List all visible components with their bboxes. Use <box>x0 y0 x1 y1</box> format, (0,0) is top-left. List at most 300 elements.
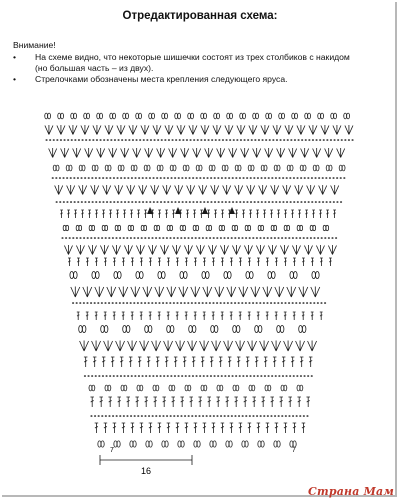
chain-stitch <box>144 302 146 304</box>
shell-stitch <box>136 245 144 254</box>
puff-stitch <box>261 165 267 171</box>
chain-stitch <box>238 237 240 239</box>
chain-stitch <box>128 139 130 141</box>
puff-left <box>105 385 108 391</box>
puff-stitch <box>146 441 152 447</box>
shell-stroke <box>155 287 164 298</box>
shell-stitch <box>67 185 75 194</box>
puff-left <box>209 165 212 171</box>
attachment-arrow-icon <box>202 207 208 214</box>
shell-stitch <box>73 148 81 157</box>
double-crochet-stitch <box>149 258 152 266</box>
chain-stitch <box>281 302 283 304</box>
chain-stitch <box>300 201 302 203</box>
chain-stitch <box>191 237 193 239</box>
chain-stitch <box>91 177 93 179</box>
chain-stitch <box>174 201 176 203</box>
puff-stitch <box>149 113 155 119</box>
chain-stitch <box>159 237 161 239</box>
chain-stitch <box>297 139 299 141</box>
puff-right <box>133 441 136 447</box>
chain-stitch <box>125 139 127 141</box>
shell-stitch <box>229 148 237 157</box>
double-crochet-stitch <box>297 397 301 407</box>
chain-stitch <box>105 415 107 417</box>
repeat-marker-left: 7 <box>110 447 114 454</box>
chain-stitch <box>311 375 313 377</box>
puff-right <box>313 225 316 230</box>
shell-stroke <box>239 287 248 298</box>
shell-stitch <box>331 185 339 194</box>
shell-stitch <box>211 185 219 194</box>
double-crochet-stitch <box>122 312 125 320</box>
shell-stroke <box>236 341 245 352</box>
chain-stitch <box>150 139 152 141</box>
shell-stroke <box>143 287 152 298</box>
chain-stitch <box>224 415 226 417</box>
chain-stitch <box>56 201 58 203</box>
puff-stitch <box>153 385 159 391</box>
puff-right <box>230 113 233 119</box>
puff-left <box>201 385 204 391</box>
chain-stitch <box>304 201 306 203</box>
chain-stitch <box>149 177 151 179</box>
shell-stroke <box>100 245 108 254</box>
double-crochet-stitch <box>256 210 259 218</box>
shell-stroke <box>287 287 296 298</box>
chain-stitch <box>214 177 216 179</box>
puff-stitch <box>265 385 271 391</box>
chain-stitch <box>239 177 241 179</box>
chain-stitch <box>84 177 86 179</box>
puff-right <box>74 113 77 119</box>
chain-stitch <box>296 375 298 377</box>
chain-stitch <box>191 302 193 304</box>
chain-stitch <box>211 139 213 141</box>
puff-left <box>154 225 157 230</box>
chain-stitch <box>89 139 91 141</box>
chain-stitch <box>246 177 248 179</box>
chain-stitch <box>233 139 235 141</box>
shell-stroke <box>321 125 329 134</box>
puff-left <box>331 113 334 119</box>
puff-stitch <box>201 385 207 391</box>
chain-stitch <box>239 201 241 203</box>
puff-right <box>92 225 95 230</box>
chain-stitch <box>288 237 290 239</box>
puff-right <box>235 225 238 230</box>
chain-stitch <box>283 139 285 141</box>
double-crochet-stitch <box>140 423 144 433</box>
chain-stitch <box>164 201 166 203</box>
chain-stitch <box>179 139 181 141</box>
shell-stitch <box>273 125 281 134</box>
shell-stroke <box>80 341 89 352</box>
puff-left <box>318 113 321 119</box>
puff-right <box>220 385 223 391</box>
puff-right <box>284 385 287 391</box>
puff-stitch <box>144 165 150 171</box>
chain-stitch <box>124 177 126 179</box>
puff-left <box>180 271 184 278</box>
shell-stroke <box>139 185 147 194</box>
chain-stitch <box>266 302 268 304</box>
shell-stroke <box>224 341 233 352</box>
shell-stitch <box>148 245 156 254</box>
chain-stitch <box>217 375 219 377</box>
puff-stitch <box>79 325 86 332</box>
puff-left <box>114 441 117 447</box>
chain-stitch <box>137 237 139 239</box>
puff-right <box>347 113 350 119</box>
chain-stitch <box>272 139 274 141</box>
double-crochet-stitch <box>140 258 143 266</box>
double-crochet-stitch <box>214 210 217 218</box>
shell-stroke <box>289 148 297 157</box>
shell-stroke <box>345 125 353 134</box>
puff-left <box>233 385 236 391</box>
puff-right <box>214 325 218 332</box>
double-crochet-stitch <box>144 397 148 407</box>
shell-stitch <box>328 245 336 254</box>
puff-left <box>253 113 256 119</box>
chain-stitch <box>258 139 260 141</box>
chain-stitch <box>288 415 290 417</box>
puff-stitch <box>193 225 198 230</box>
puff-stitch <box>118 165 124 171</box>
chain-stitch <box>243 139 245 141</box>
shell-stitch <box>241 148 249 157</box>
chain-stitch <box>161 139 163 141</box>
chain-stitch <box>134 415 136 417</box>
chain-stitch <box>275 177 277 179</box>
shell-stitch <box>175 185 183 194</box>
chain-stitch <box>207 139 209 141</box>
puff-stitch <box>235 165 241 171</box>
puff-right <box>118 271 122 278</box>
puff-right <box>225 165 228 171</box>
chain-stitch <box>119 237 121 239</box>
shell-stroke <box>57 125 65 134</box>
puff-right <box>181 441 184 447</box>
puff-right <box>261 225 264 230</box>
chain-stitch <box>76 302 78 304</box>
puff-left <box>323 225 326 230</box>
double-crochet-stitch <box>165 357 169 367</box>
puff-stitch <box>224 271 231 278</box>
shell-stroke <box>248 341 257 352</box>
puff-stitch <box>58 113 64 119</box>
puff-right <box>183 225 186 230</box>
chain-stitch <box>245 237 247 239</box>
puff-left <box>178 441 181 447</box>
chain-stitch <box>220 302 222 304</box>
chain-stitch <box>98 375 100 377</box>
double-crochet-stitch <box>243 397 247 407</box>
shell-stitch <box>260 341 269 352</box>
puff-stitch <box>323 225 328 230</box>
puff-stitch <box>222 165 228 171</box>
chain-stitch <box>70 177 72 179</box>
chain-stitch <box>344 139 346 141</box>
puff-stitch <box>92 165 98 171</box>
shell-stroke <box>304 245 312 254</box>
shell-stroke <box>93 125 101 134</box>
shell-stitch <box>124 245 132 254</box>
chain-stitch <box>303 375 305 377</box>
chain-stitch <box>250 201 252 203</box>
chain-stitch <box>181 375 183 377</box>
shell-stroke <box>200 341 209 352</box>
puff-left <box>167 225 170 230</box>
puff-left <box>201 113 204 119</box>
puff-left <box>287 165 290 171</box>
chain-stitch <box>137 415 139 417</box>
chain-stitch <box>186 139 188 141</box>
chain-stitch <box>252 237 254 239</box>
chain-stitch <box>249 237 251 239</box>
chain-stitch <box>213 415 215 417</box>
double-crochet-stitch <box>138 357 142 367</box>
note-2-line-1: Стрелочками обозначены места крепления следующего яруса. <box>35 74 288 84</box>
chain-stitch <box>268 177 270 179</box>
puff-right <box>113 113 116 119</box>
shell-stroke <box>136 245 144 254</box>
shell-stitch <box>299 287 308 298</box>
double-crochet-stitch <box>120 357 124 367</box>
chain-stitch <box>145 375 147 377</box>
chain-stitch <box>257 375 259 377</box>
double-crochet-stitch <box>77 258 80 266</box>
chain-stitch <box>267 375 269 377</box>
chain-stitch <box>335 237 337 239</box>
double-crochet-stitch <box>329 258 332 266</box>
chain-stitch <box>227 237 229 239</box>
shell-stitch <box>141 125 149 134</box>
shell-stroke <box>128 341 137 352</box>
shell-stitch <box>217 148 225 157</box>
chain-stitch <box>162 237 164 239</box>
chain-stitch <box>127 375 129 377</box>
shell-stitch <box>79 185 87 194</box>
notes-heading: Внимание! <box>13 40 56 50</box>
puff-right <box>277 441 280 447</box>
chain-stitch <box>207 201 209 203</box>
chain-stitch <box>224 177 226 179</box>
chain-stitch <box>184 415 186 417</box>
chain-stitch <box>173 302 175 304</box>
puff-right <box>69 165 72 171</box>
chain-stitch <box>220 415 222 417</box>
shell-stitch <box>91 185 99 194</box>
chain-stitch <box>236 139 238 141</box>
shell-stitch <box>285 125 293 134</box>
shell-stroke <box>81 125 89 134</box>
shell-stitch <box>213 125 221 134</box>
chain-stitch <box>192 177 194 179</box>
puff-right <box>149 441 152 447</box>
double-crochet-stitch <box>201 357 205 367</box>
double-crochet-stitch <box>228 357 232 367</box>
shell-stroke <box>203 287 212 298</box>
puff-left <box>79 165 82 171</box>
shell-stroke <box>260 341 269 352</box>
double-crochet-stitch <box>230 423 234 433</box>
chain-stitch <box>212 302 214 304</box>
shell-stitch <box>187 185 195 194</box>
chain-stitch <box>216 415 218 417</box>
chain-stitch <box>112 237 114 239</box>
double-crochet-stitch <box>248 258 251 266</box>
double-crochet-stitch <box>242 210 245 218</box>
chain-stitch <box>116 375 118 377</box>
chain-stitch <box>252 302 254 304</box>
puff-right <box>238 165 241 171</box>
puff-right <box>302 325 306 332</box>
puff-right <box>152 113 155 119</box>
chain-stitch <box>265 139 267 141</box>
shell-stroke <box>251 287 260 298</box>
chain-stitch <box>299 237 301 239</box>
shell-stitch <box>313 148 321 157</box>
puff-stitch <box>71 113 77 119</box>
shell-stitch <box>283 185 291 194</box>
shell-stroke <box>115 185 123 194</box>
puff-stitch <box>115 225 120 230</box>
shell-stitch <box>165 125 173 134</box>
chain-stitch <box>276 139 278 141</box>
puff-right <box>196 225 199 230</box>
double-crochet-stitch <box>158 210 161 218</box>
chain-stitch <box>102 375 104 377</box>
shell-stroke <box>229 148 237 157</box>
chain-stitch <box>134 177 136 179</box>
puff-stitch <box>63 225 68 230</box>
puff-left <box>136 113 139 119</box>
shell-stitch <box>160 245 168 254</box>
chain-stitch <box>79 302 81 304</box>
shell-stroke <box>199 185 207 194</box>
chain-stitch <box>101 237 103 239</box>
shell-stroke <box>55 185 63 194</box>
puff-right <box>308 113 311 119</box>
chain-stitch <box>148 237 150 239</box>
puff-left <box>144 165 147 171</box>
double-crochet-stitch <box>84 357 88 367</box>
chain-stitch <box>264 201 266 203</box>
chain-stitch <box>59 177 61 179</box>
chain-stitch <box>294 139 296 141</box>
shell-stitch <box>203 287 212 298</box>
double-crochet-stitch <box>147 357 151 367</box>
chain-stitch <box>134 375 136 377</box>
puff-right <box>272 271 276 278</box>
double-crochet-stitch <box>309 357 313 367</box>
puff-left <box>130 441 133 447</box>
double-crochet-stitch <box>246 357 250 367</box>
chain-stitch <box>328 237 330 239</box>
chain-stitch <box>63 139 65 141</box>
chain-stitch <box>351 139 353 141</box>
shell-stroke <box>313 148 321 157</box>
double-crochet-stitch <box>102 357 106 367</box>
chain-stitch <box>78 139 80 141</box>
chain-stitch <box>221 177 223 179</box>
chain-stitch <box>270 415 272 417</box>
puff-left <box>310 225 313 230</box>
puff-right <box>165 441 168 447</box>
double-crochet-stitch <box>284 312 287 320</box>
chain-stitch <box>107 139 109 141</box>
double-crochet-stitch <box>192 357 196 367</box>
shell-stitch <box>139 185 147 194</box>
double-crochet-stitch <box>176 423 180 433</box>
shell-stroke <box>196 245 204 254</box>
chain-stitch <box>290 201 292 203</box>
double-crochet-stitch <box>95 210 98 218</box>
chain-stitch <box>205 302 207 304</box>
chain-stitch <box>112 415 114 417</box>
double-crochet-stitch <box>293 258 296 266</box>
chain-stitch <box>198 302 200 304</box>
double-crochet-stitch <box>99 397 103 407</box>
shell-stitch <box>201 125 209 134</box>
shell-stroke <box>91 185 99 194</box>
puff-right <box>48 113 51 119</box>
chain-stitch <box>264 375 266 377</box>
chain-stitch <box>206 415 208 417</box>
double-crochet-stitch <box>263 210 266 218</box>
shell-stroke <box>181 148 189 157</box>
chain-stitch <box>285 375 287 377</box>
puff-left <box>290 271 294 278</box>
chain-stitch <box>268 201 270 203</box>
puff-left <box>115 225 118 230</box>
chain-stitch <box>257 177 259 179</box>
puff-right <box>100 113 103 119</box>
double-crochet-stitch <box>131 312 134 320</box>
puff-left <box>222 165 225 171</box>
shell-stitch <box>119 287 128 298</box>
shell-stroke <box>265 148 273 157</box>
chain-stitch <box>113 375 115 377</box>
chain-stitch <box>156 177 158 179</box>
chain-stitch <box>223 302 225 304</box>
chain-stitch <box>285 237 287 239</box>
double-crochet-stitch <box>174 357 178 367</box>
chain-stitch <box>119 302 121 304</box>
puff-stitch <box>136 271 143 278</box>
chain-stitch <box>341 139 343 141</box>
shell-stroke <box>253 148 261 157</box>
chain-stitch <box>156 201 158 203</box>
shell-stitch <box>345 125 353 134</box>
double-crochet-stitch <box>293 312 296 320</box>
double-crochet-stitch <box>185 258 188 266</box>
bullet-dot-icon: • <box>13 52 17 62</box>
shell-stroke <box>179 287 188 298</box>
puff-stitch <box>157 165 163 171</box>
puff-left <box>167 325 171 332</box>
shell-stroke <box>95 287 104 298</box>
shell-stroke <box>311 287 320 298</box>
chain-stitch <box>108 415 110 417</box>
chain-stitch <box>108 237 110 239</box>
shell-stroke <box>325 148 333 157</box>
shell-stroke <box>141 125 149 134</box>
chain-stitch <box>303 237 305 239</box>
puff-right <box>87 113 90 119</box>
